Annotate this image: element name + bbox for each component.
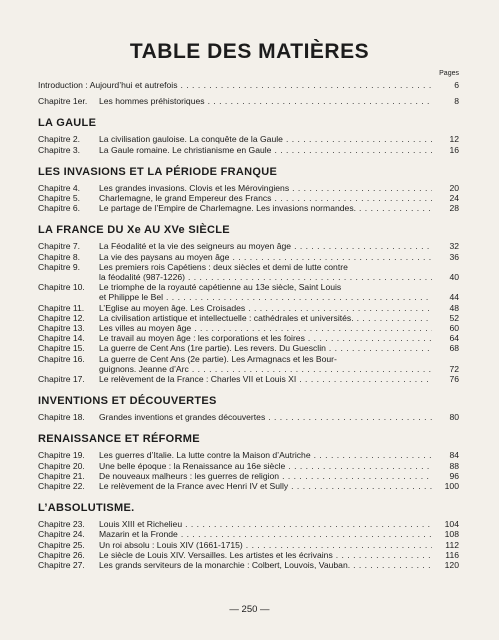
dot-leader: [329, 343, 432, 353]
page-number: 8: [454, 96, 459, 107]
chapter-number: Chapitre 12.: [38, 312, 85, 323]
chapter-title: [99, 560, 435, 570]
chapter-title-line: [99, 96, 435, 106]
dot-leader: [232, 252, 432, 262]
page-number: 52: [449, 312, 459, 323]
toc-entry: [38, 313, 459, 323]
toc-entry: [38, 303, 459, 313]
chapter-title-line: [99, 450, 435, 460]
chapter-number: Chapitre 21.: [38, 470, 85, 481]
chapter-title-text: Un roi absolu : Louis XIV (1661-1715): [99, 539, 243, 550]
chapter-number: Chapitre 6.: [38, 203, 81, 214]
dot-leader: [194, 323, 432, 333]
section-heading: L’ABSOLUTISME.: [38, 502, 135, 515]
dot-leader: [268, 412, 432, 422]
toc-entry: [38, 333, 459, 343]
dot-leader: [181, 529, 432, 539]
dot-leader: [291, 481, 432, 491]
page-number: 116: [445, 549, 459, 560]
chapter-number: Chapitre 13.: [38, 323, 85, 334]
dot-leader: [308, 333, 432, 343]
chapter-title: [99, 252, 435, 262]
chapter-title: [99, 96, 435, 106]
toc-entry: [38, 241, 459, 251]
toc-entry: [38, 96, 459, 106]
page-number: 16: [449, 144, 459, 155]
chapter-title: [99, 461, 435, 471]
toc-entry: [38, 471, 459, 481]
dot-leader: [288, 461, 432, 471]
chapter-title: [99, 481, 435, 491]
page-number: 96: [449, 470, 459, 481]
toc-entry: [38, 134, 459, 144]
pages-column-label: Pages: [439, 70, 459, 77]
chapter-number: Chapitre 15.: [38, 343, 85, 354]
page-number: 24: [449, 193, 459, 204]
chapter-title-line: [99, 540, 435, 550]
chapter-title-line: [99, 272, 435, 282]
chapter-number: Chapitre 1er.: [38, 96, 88, 107]
dot-leader: [181, 80, 433, 90]
chapter-number: Chapitre 4.: [38, 182, 81, 193]
dot-leader: [336, 550, 432, 560]
chapter-title-line: [99, 519, 435, 529]
dot-leader: [274, 145, 432, 155]
page-number: 20: [449, 182, 459, 193]
page-number: 32: [449, 241, 459, 252]
chapter-number: Chapitre 24.: [38, 529, 85, 540]
chapter-title: [99, 203, 435, 213]
chapter-title-line: [99, 471, 435, 481]
toc-entry-introduction: [38, 80, 459, 90]
page-number: 68: [449, 343, 459, 354]
chapter-title-line: [99, 354, 435, 364]
chapter-title-text: Les grands serviteurs de la monarchie : Colbert, Louvois, Vauban.: [99, 560, 351, 571]
chapter-number: Chapitre 10.: [38, 282, 85, 293]
chapter-title-text: Le partage de l’Empire de Charlemagne. Les invasions normandes.: [99, 203, 357, 214]
dot-leader: [246, 540, 432, 550]
chapter-title: [99, 374, 435, 384]
toc-entry: [38, 540, 459, 550]
chapter-title-text: Le relèvement de la France avec Henri IV et Sully: [99, 481, 289, 492]
chapter-title-line: [99, 262, 435, 272]
page-number: 84: [449, 450, 459, 461]
page-number-footer: — 250 —: [229, 604, 270, 615]
toc-entry: [38, 560, 459, 570]
chapter-title-text: et Philippe le Bel: [99, 292, 164, 303]
chapter-title: [99, 262, 435, 282]
chapter-title-line: [99, 313, 435, 323]
chapter-title-text: Introduction : Aujourd’hui et autrefois: [38, 80, 178, 90]
page-number: 104: [444, 519, 459, 530]
dot-leader: [292, 183, 432, 193]
chapter-title-text: Le relèvement de la France : Charles VII et Louis XI: [99, 374, 297, 385]
toc-entry: [38, 461, 459, 471]
page-number: 80: [449, 412, 459, 423]
chapter-number: Chapitre 23.: [38, 519, 85, 530]
chapter-number: Chapitre 7.: [38, 241, 81, 252]
chapter-number: Chapitre 9.: [38, 261, 81, 272]
chapter-title-text: Une belle époque : la Renaissance au 16e siècle: [99, 460, 286, 471]
chapter-number: Chapitre 14.: [38, 333, 85, 344]
chapter-title-text: Les villes au moyen âge: [99, 323, 192, 334]
chapter-title-line: [99, 303, 435, 313]
dot-leader: [185, 519, 432, 529]
section-heading: LA FRANCE DU Xe AU XVe SIÈCLE: [38, 224, 230, 237]
chapter-number: Chapitre 20.: [38, 460, 85, 471]
chapter-title-line: [99, 529, 435, 539]
toc-entry: [38, 193, 459, 203]
dot-leader: [353, 560, 432, 570]
chapter-title-line: [99, 364, 435, 374]
chapter-title: [99, 183, 435, 193]
chapter-title-text: La civilisation gauloise. La conquête de la Gaule: [99, 134, 283, 145]
chapter-title-line: [99, 183, 435, 193]
dot-leader: [282, 471, 432, 481]
chapter-title: [99, 313, 435, 323]
chapter-title-text: Les premiers rois Capétiens : deux siècles et demi de lutte contre: [99, 261, 348, 272]
page-number: 28: [449, 203, 459, 214]
chapter-number: Chapitre 18.: [38, 412, 85, 423]
chapter-title: [99, 333, 435, 343]
chapter-title: [99, 540, 435, 550]
chapter-number: Chapitre 19.: [38, 450, 85, 461]
chapter-number: Chapitre 17.: [38, 374, 85, 385]
page-number: 44: [449, 292, 459, 303]
chapter-title-line: [99, 333, 435, 343]
chapter-title-line: [99, 481, 435, 491]
chapter-title-text: De nouveaux malheurs : les guerres de religion: [99, 470, 280, 481]
toc-entry: [38, 354, 459, 374]
chapter-title-text: Charlemagne, le grand Empereur des Francs: [99, 193, 272, 204]
toc-entry: [38, 145, 459, 155]
dot-leader: [208, 96, 432, 106]
chapter-title-text: Les grandes invasions. Clovis et les Mérovingiens: [99, 182, 290, 193]
chapter-number: Chapitre 16.: [38, 353, 85, 364]
toc-entry: [38, 343, 459, 353]
toc-entry: [38, 282, 459, 302]
chapter-title: [99, 471, 435, 481]
toc-entry: [38, 481, 459, 491]
page-number: 40: [449, 272, 459, 283]
chapter-title-text: Les guerres d’Italie. La lutte contre la Maison d’Autriche: [99, 450, 311, 461]
page-number: 88: [449, 460, 459, 471]
chapter-title-text: Le siècle de Louis XIV. Versailles. Les artistes et les écrivains: [99, 549, 333, 560]
chapter-title-line: [99, 241, 435, 251]
page-number: 6: [454, 80, 459, 90]
chapter-title: [99, 343, 435, 353]
table-of-contents: [38, 80, 459, 570]
chapter-title: [99, 241, 435, 251]
chapter-number: Chapitre 26.: [38, 549, 85, 560]
page-number: 72: [449, 363, 459, 374]
chapter-title-text: La guerre de Cent Ans (2e partie). Les Armagnacs et les Bour-: [99, 353, 337, 364]
chapter-title: [99, 145, 435, 155]
chapter-title-line: [38, 80, 435, 90]
chapter-title-text: Mazarin et la Fronde: [99, 529, 178, 540]
chapter-title: [99, 193, 435, 203]
chapter-number: Chapitre 27.: [38, 560, 85, 571]
chapter-number: Chapitre 11.: [38, 302, 85, 313]
chapter-title-text: Le travail au moyen âge : les corporations et les foires: [99, 333, 305, 344]
chapter-title: [99, 323, 435, 333]
page-number: 48: [449, 302, 459, 313]
dot-leader: [299, 374, 432, 384]
chapter-title-line: [99, 461, 435, 471]
dot-leader: [166, 292, 432, 302]
chapter-title: [99, 450, 435, 460]
toc-entry: [38, 450, 459, 460]
toc-entry: [38, 412, 459, 422]
toc-entry: [38, 323, 459, 333]
toc-entry: [38, 183, 459, 193]
dot-leader: [274, 193, 432, 203]
chapter-title: [38, 80, 435, 90]
chapter-title: [99, 550, 435, 560]
page-number: 100: [444, 481, 459, 492]
page-number: 12: [449, 134, 459, 145]
chapter-title-line: [99, 343, 435, 353]
toc-entry: [38, 262, 459, 282]
section-heading: LA GAULE: [38, 117, 97, 130]
toc-entry: [38, 374, 459, 384]
chapter-number: Chapitre 3.: [38, 144, 81, 155]
dot-leader: [192, 364, 432, 374]
toc-entry: [38, 550, 459, 560]
chapter-title-line: [99, 134, 435, 144]
toc-entry: [38, 252, 459, 262]
chapter-title-line: [99, 282, 435, 292]
chapter-number: Chapitre 5.: [38, 193, 81, 204]
chapter-title-line: [99, 323, 435, 333]
toc-entry: [38, 203, 459, 213]
page-number: 36: [449, 251, 459, 262]
chapter-title-text: La Gaule romaine. Le christianisme en Gaule: [99, 144, 272, 155]
chapter-title: [99, 282, 435, 302]
section-heading: INVENTIONS ET DÉCOUVERTES: [38, 395, 217, 408]
chapter-title-text: La vie des paysans au moyen âge: [99, 251, 230, 262]
dot-leader: [294, 241, 432, 251]
chapter-title-line: [99, 203, 435, 213]
chapter-title-line: [99, 193, 435, 203]
toc-entry: [38, 519, 459, 529]
chapter-title-line: [99, 252, 435, 262]
chapter-title-line: [99, 145, 435, 155]
toc-entry: [38, 529, 459, 539]
page-number: 112: [445, 539, 459, 550]
page-number: 60: [449, 323, 459, 334]
chapter-title-line: [99, 550, 435, 560]
chapter-title-text: la féodalité (987-1226): [99, 272, 185, 283]
page-title: TABLE DES MATIÈRES: [129, 40, 370, 63]
chapter-title-text: guignons. Jeanne d’Arc: [99, 363, 189, 374]
chapter-title-text: Le triomphe de la royauté capétienne au 13e siècle, Saint Louis: [99, 282, 342, 293]
chapter-title-line: [99, 292, 435, 302]
chapter-title: [99, 303, 435, 313]
chapter-title: [99, 529, 435, 539]
section-heading: RENAISSANCE ET RÉFORME: [38, 433, 200, 446]
chapter-title: [99, 354, 435, 374]
chapter-title: [99, 519, 435, 529]
chapter-title-text: L’Eglise au moyen âge. Les Croisades: [99, 302, 246, 313]
dot-leader: [314, 450, 432, 460]
chapter-title-text: La guerre de Cent Ans (1re partie). Les revers. Du Guesclin: [99, 343, 326, 354]
page-number: 76: [449, 374, 459, 385]
chapter-title-line: [99, 374, 435, 384]
chapter-title-text: La Féodalité et la vie des seigneurs au moyen âge: [99, 241, 292, 252]
page-number: 64: [449, 333, 459, 344]
chapter-title: [99, 412, 435, 422]
chapter-title-text: Louis XIII et Richelieu: [99, 519, 183, 530]
chapter-title-text: Les hommes préhistoriques: [99, 96, 205, 107]
chapter-number: Chapitre 22.: [38, 481, 85, 492]
dot-leader: [248, 303, 432, 313]
chapter-title-line: [99, 560, 435, 570]
page-number: 108: [444, 529, 459, 540]
chapter-title-text: Grandes inventions et grandes découvertes: [99, 412, 266, 423]
dot-leader: [286, 134, 432, 144]
dot-leader: [357, 313, 432, 323]
chapter-number: Chapitre 25.: [38, 539, 85, 550]
chapter-title-line: [99, 412, 435, 422]
dot-leader: [359, 203, 432, 213]
chapter-number: Chapitre 2.: [38, 134, 81, 145]
chapter-title: [99, 134, 435, 144]
section-heading: LES INVASIONS ET LA PÉRIODE FRANQUE: [38, 165, 278, 178]
chapter-number: Chapitre 8.: [38, 251, 81, 262]
dot-leader: [188, 272, 432, 282]
chapter-title-text: La civilisation artistique et intellectuelle : cathédrales et universités.: [99, 312, 354, 323]
page-number: 120: [444, 560, 459, 571]
